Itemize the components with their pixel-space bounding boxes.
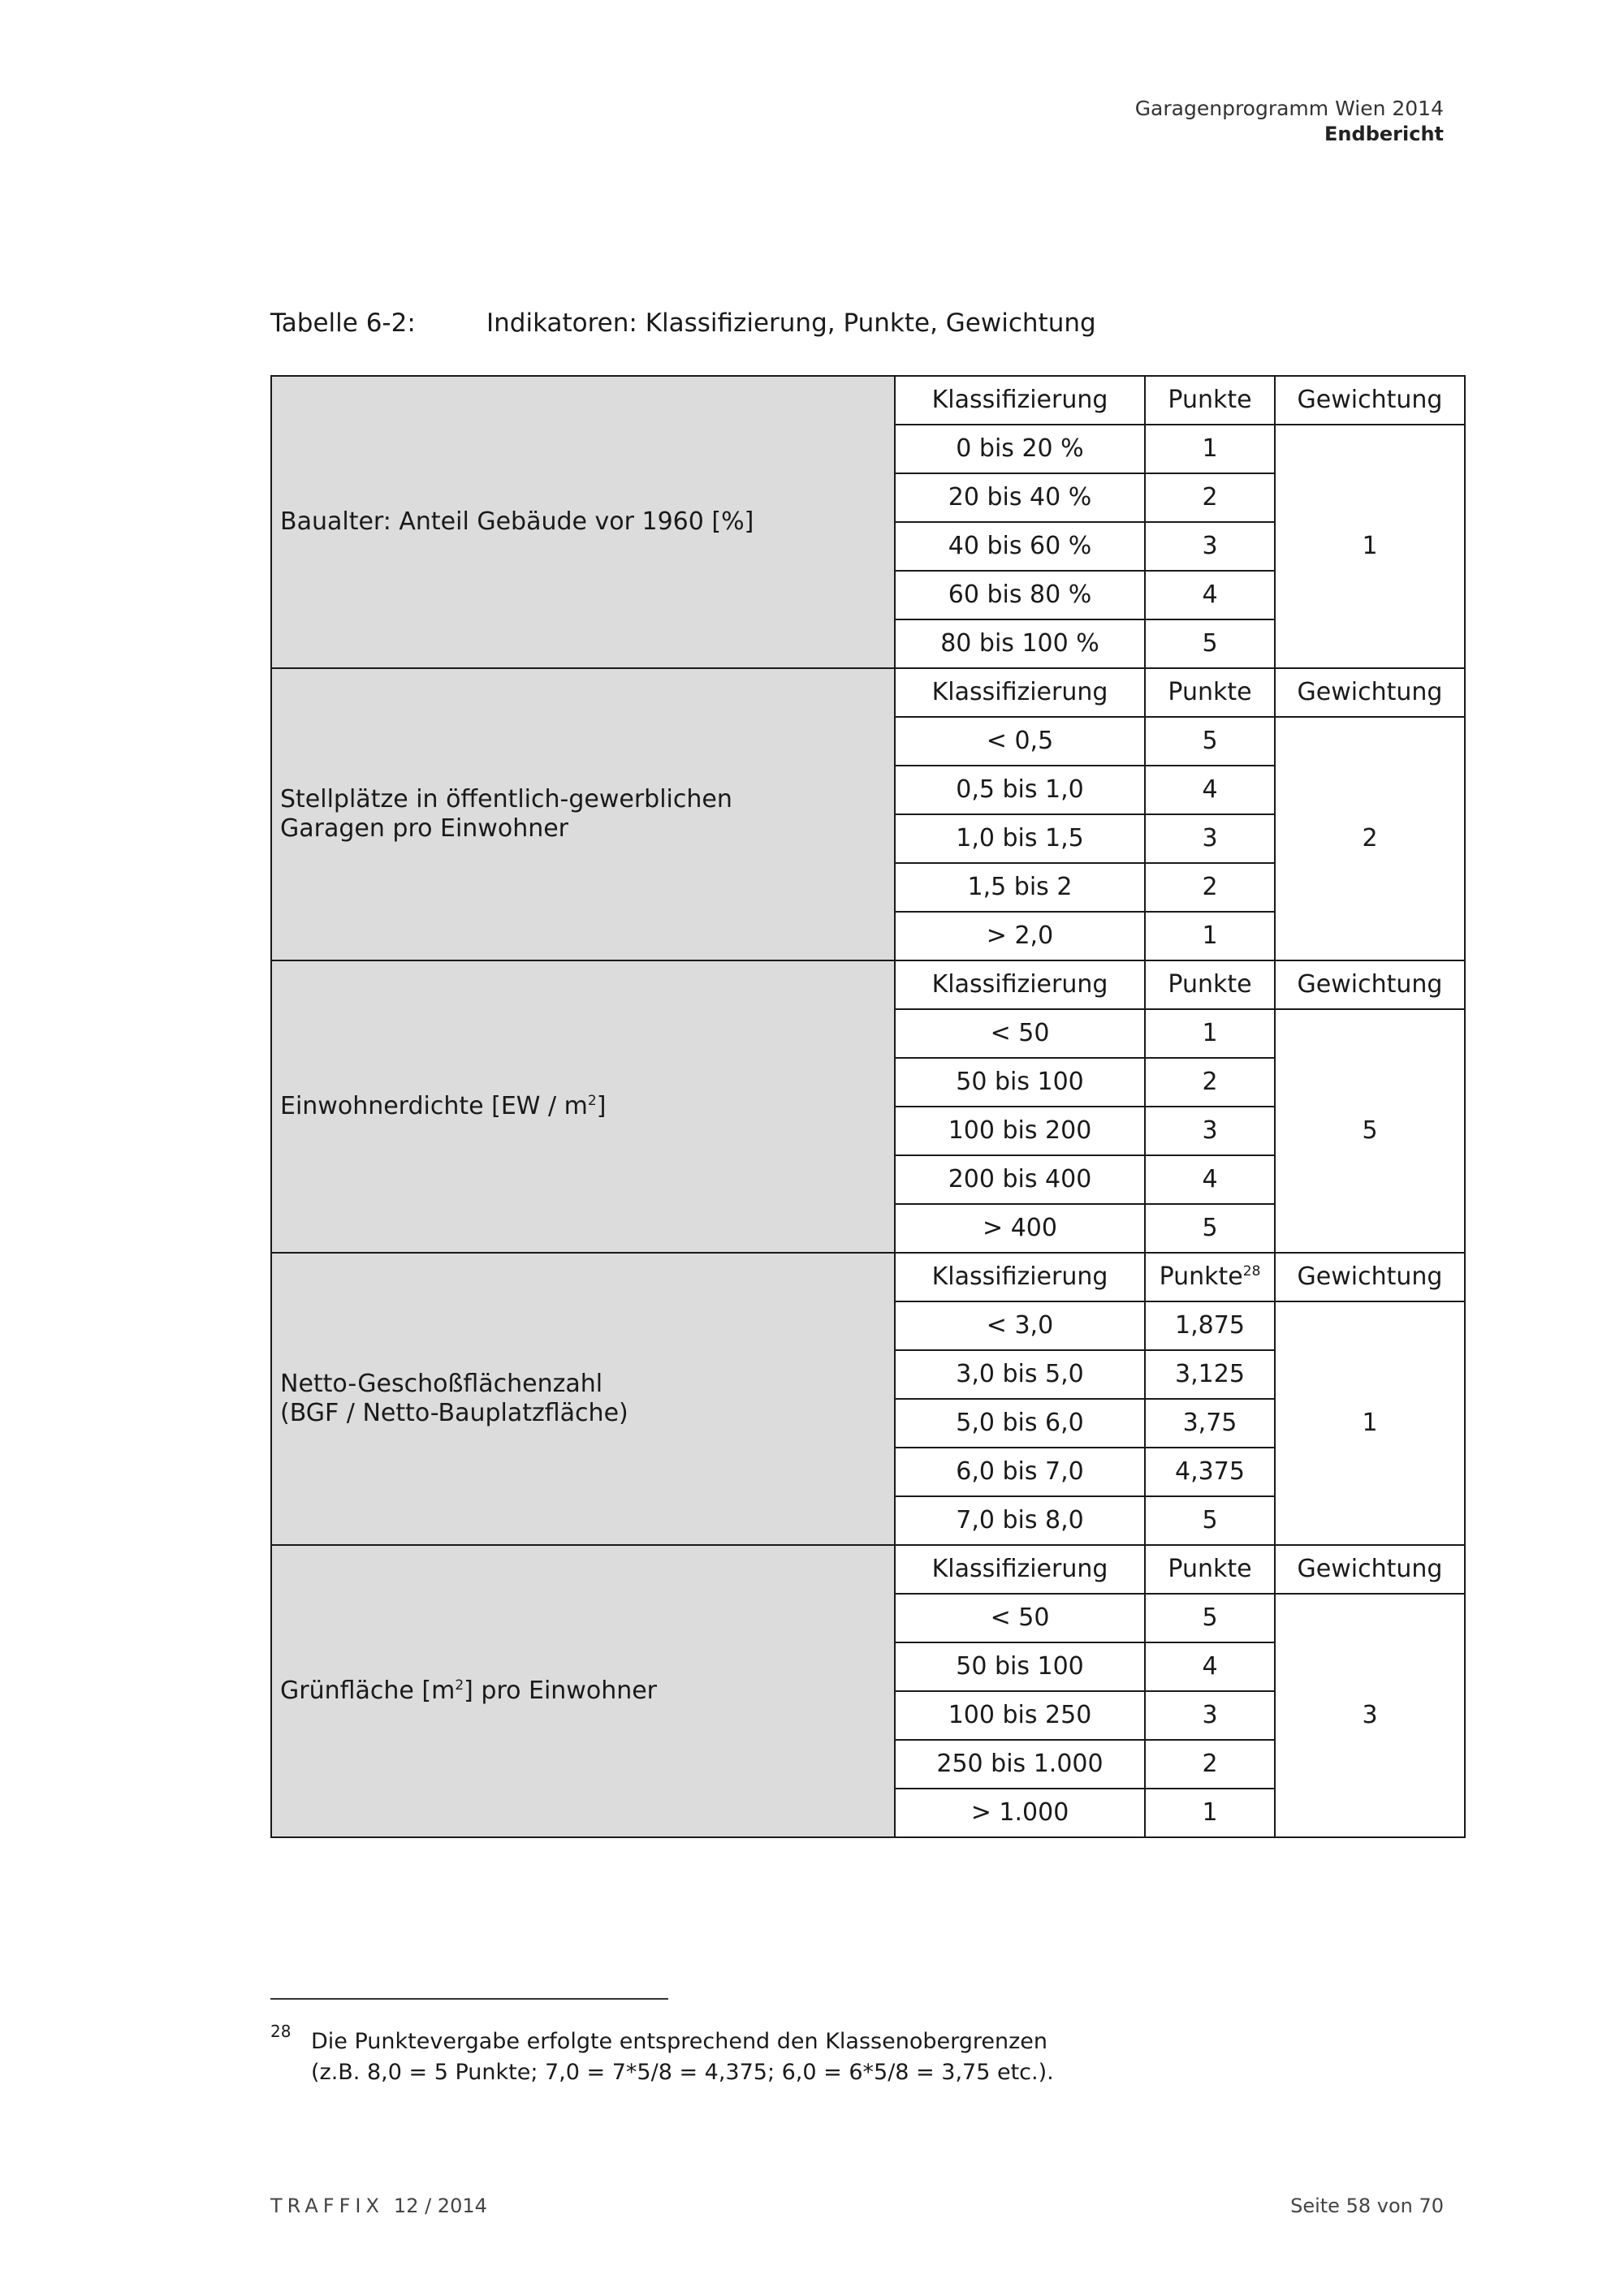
classification-cell: 200 bis 400 bbox=[895, 1155, 1145, 1204]
classification-cell: 80 bis 100 % bbox=[895, 619, 1145, 668]
table-number: Tabelle 6-2: bbox=[270, 309, 416, 338]
footnote-line-2: (z.B. 8,0 = 5 Punkte; 7,0 = 7*5/8 = 4,375; 6,0 = 6*5/8 = 3,75 etc.). bbox=[311, 2060, 1054, 2085]
classification-cell: > 2,0 bbox=[895, 912, 1145, 960]
column-header-gewichtung: Gewichtung bbox=[1275, 1253, 1465, 1301]
points-cell: 1,875 bbox=[1145, 1301, 1275, 1350]
footer-date: 12 / 2014 bbox=[393, 2195, 487, 2217]
indicator-label bbox=[280, 1677, 886, 1706]
indicator-header-row bbox=[271, 376, 1465, 425]
table-title: Indikatoren: Klassifizierung, Punkte, Gewichtung bbox=[486, 309, 1096, 338]
classification-cell: 0 bis 20 % bbox=[895, 425, 1145, 473]
column-header-punkte-text: Punkte bbox=[1168, 678, 1252, 706]
classification-cell: 40 bis 60 % bbox=[895, 522, 1145, 571]
indicator-label-text: ] bbox=[596, 1092, 607, 1120]
column-header-klassifizierung: Klassifizierung bbox=[895, 1253, 1145, 1301]
weight-cell: 1 bbox=[1275, 1301, 1465, 1545]
column-header-gewichtung: Gewichtung bbox=[1275, 668, 1465, 717]
footnote-number: 28 bbox=[270, 2022, 292, 2041]
weight-cell: 3 bbox=[1275, 1594, 1465, 1837]
column-header-gewichtung: Gewichtung bbox=[1275, 1545, 1465, 1594]
classification-cell: 1,5 bis 2 bbox=[895, 863, 1145, 912]
classification-cell: 1,0 bis 1,5 bbox=[895, 814, 1145, 863]
indicator-label-line: Garagen pro Einwohner bbox=[280, 814, 569, 843]
points-cell: 4 bbox=[1145, 766, 1275, 814]
points-cell: 3 bbox=[1145, 522, 1275, 571]
indicator-header-row bbox=[271, 1253, 1465, 1301]
points-cell: 2 bbox=[1145, 863, 1275, 912]
report-subtitle: Endbericht bbox=[1324, 123, 1444, 145]
indicator-header-row bbox=[271, 960, 1465, 1009]
column-header-punkte-text: Punkte bbox=[1168, 386, 1252, 414]
column-header-punkte bbox=[1145, 1253, 1275, 1301]
points-cell: 2 bbox=[1145, 1058, 1275, 1107]
column-header-punkte bbox=[1145, 1545, 1275, 1594]
indicator-label-superscript: 2 bbox=[587, 1093, 597, 1109]
classification-cell: 250 bis 1.000 bbox=[895, 1740, 1145, 1789]
page-footer-left bbox=[270, 2195, 487, 2217]
indicator-name-cell bbox=[271, 376, 895, 668]
page-header bbox=[1135, 96, 1444, 146]
indicator-name-cell bbox=[271, 668, 895, 960]
column-header-punkte-text: Punkte bbox=[1168, 1555, 1252, 1583]
points-cell: 3,125 bbox=[1145, 1350, 1275, 1399]
footer-org: TRAFFIX bbox=[270, 2195, 384, 2217]
points-cell: 2 bbox=[1145, 473, 1275, 522]
indicator-name-cell bbox=[271, 1253, 895, 1545]
classification-cell: 100 bis 250 bbox=[895, 1691, 1145, 1740]
column-header-punkte bbox=[1145, 668, 1275, 717]
classification-cell: < 0,5 bbox=[895, 717, 1145, 766]
classification-cell: > 1.000 bbox=[895, 1789, 1145, 1837]
classification-cell: 60 bis 80 % bbox=[895, 571, 1145, 619]
classification-cell: > 400 bbox=[895, 1204, 1145, 1253]
weight-cell: 5 bbox=[1275, 1009, 1465, 1253]
column-header-punkte-text: Punkte bbox=[1168, 970, 1252, 999]
classification-cell: 100 bis 200 bbox=[895, 1107, 1145, 1155]
indicator-table bbox=[270, 375, 1466, 1838]
classification-cell: < 3,0 bbox=[895, 1301, 1145, 1350]
column-header-klassifizierung: Klassifizierung bbox=[895, 668, 1145, 717]
table-caption bbox=[270, 309, 1096, 338]
indicator-label-superscript: 2 bbox=[455, 1677, 464, 1694]
classification-cell: 7,0 bis 8,0 bbox=[895, 1496, 1145, 1545]
column-header-gewichtung: Gewichtung bbox=[1275, 960, 1465, 1009]
column-header-gewichtung: Gewichtung bbox=[1275, 376, 1465, 425]
indicator-label bbox=[280, 1092, 886, 1121]
indicator-label-text: ] pro Einwohner bbox=[464, 1677, 658, 1705]
column-header-klassifizierung: Klassifizierung bbox=[895, 1545, 1145, 1594]
column-header-klassifizierung: Klassifizierung bbox=[895, 960, 1145, 1009]
indicator-label-line: Stellplätze in öffentlich-gewerblichen bbox=[280, 785, 732, 814]
indicator-name-cell bbox=[271, 1545, 895, 1837]
weight-cell: 1 bbox=[1275, 425, 1465, 668]
classification-cell: < 50 bbox=[895, 1009, 1145, 1058]
column-header-punkte bbox=[1145, 960, 1275, 1009]
column-header-punkte-text: Punkte bbox=[1159, 1262, 1243, 1291]
points-cell: 5 bbox=[1145, 717, 1275, 766]
report-title: Garagenprogramm Wien 2014 bbox=[1134, 97, 1444, 120]
page-number: Seite 58 von 70 bbox=[1290, 2195, 1444, 2217]
column-header-klassifizierung: Klassifizierung bbox=[895, 376, 1145, 425]
points-cell: 5 bbox=[1145, 1204, 1275, 1253]
points-cell: 3 bbox=[1145, 814, 1275, 863]
points-cell: 4,375 bbox=[1145, 1448, 1275, 1496]
points-cell: 4 bbox=[1145, 1642, 1275, 1691]
points-cell: 5 bbox=[1145, 1594, 1275, 1642]
classification-cell: 5,0 bis 6,0 bbox=[895, 1399, 1145, 1448]
points-cell: 1 bbox=[1145, 425, 1275, 473]
classification-cell: 3,0 bis 5,0 bbox=[895, 1350, 1145, 1399]
footnote bbox=[270, 2022, 1054, 2088]
classification-cell: 50 bis 100 bbox=[895, 1058, 1145, 1107]
classification-cell: 50 bis 100 bbox=[895, 1642, 1145, 1691]
points-cell: 1 bbox=[1145, 1009, 1275, 1058]
points-cell: 2 bbox=[1145, 1740, 1275, 1789]
indicator-label-line: Netto-Geschoßflächenzahl bbox=[280, 1370, 603, 1398]
points-cell: 3 bbox=[1145, 1691, 1275, 1740]
classification-cell: 6,0 bis 7,0 bbox=[895, 1448, 1145, 1496]
indicator-label-text: Einwohnerdichte [EW / m bbox=[280, 1092, 588, 1120]
classification-cell: 0,5 bis 1,0 bbox=[895, 766, 1145, 814]
footnote-divider bbox=[270, 1998, 668, 2000]
indicator-label-line: (BGF / Netto-Bauplatzfläche) bbox=[280, 1399, 628, 1427]
points-cell: 5 bbox=[1145, 619, 1275, 668]
points-cell: 3,75 bbox=[1145, 1399, 1275, 1448]
footnote-line-1: Die Punktevergabe erfolgte entsprechend den Klassenobergrenzen bbox=[311, 2029, 1047, 2054]
indicator-header-row bbox=[271, 1545, 1465, 1594]
points-cell: 4 bbox=[1145, 571, 1275, 619]
indicator-label-line: Baualter: Anteil Gebäude vor 1960 [%] bbox=[280, 507, 754, 536]
indicator-header-row bbox=[271, 668, 1465, 717]
points-cell: 4 bbox=[1145, 1155, 1275, 1204]
indicator-label-text: Grünfläche [m bbox=[280, 1677, 456, 1705]
points-cell: 1 bbox=[1145, 1789, 1275, 1837]
indicator-name-cell bbox=[271, 960, 895, 1253]
column-header-punkte bbox=[1145, 376, 1275, 425]
points-cell: 3 bbox=[1145, 1107, 1275, 1155]
footnote-reference[interactable]: 28 bbox=[1242, 1263, 1261, 1280]
classification-cell: < 50 bbox=[895, 1594, 1145, 1642]
points-cell: 1 bbox=[1145, 912, 1275, 960]
points-cell: 5 bbox=[1145, 1496, 1275, 1545]
weight-cell: 2 bbox=[1275, 717, 1465, 960]
classification-cell: 20 bis 40 % bbox=[895, 473, 1145, 522]
